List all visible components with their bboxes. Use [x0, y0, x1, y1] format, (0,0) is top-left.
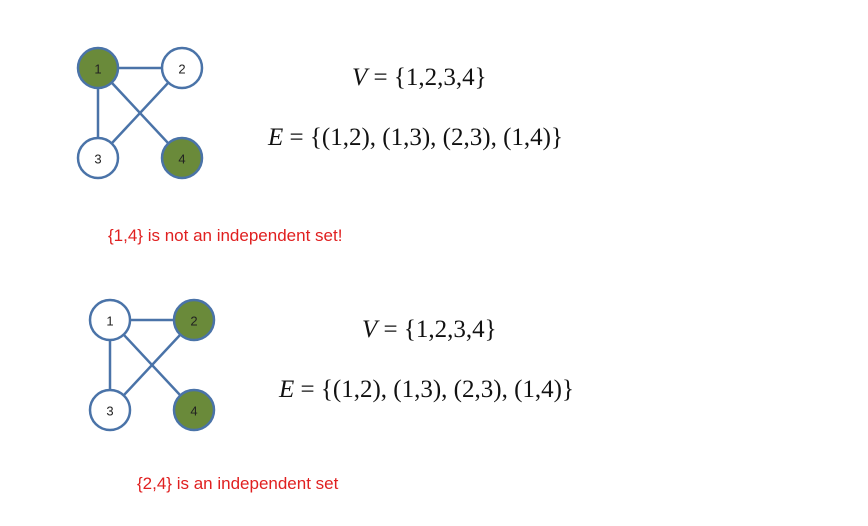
edge-set-values: = {(1,2), (1,3), (2,3), (1,4)} [294, 376, 574, 403]
node-3 [78, 138, 118, 178]
node-4-label: 4 [178, 151, 186, 167]
node-4 [174, 390, 214, 430]
edge-set-symbol: E [279, 376, 295, 403]
node-1-label: 1 [94, 61, 102, 77]
graph-panel-2 [0, 250, 868, 513]
edge-set-symbol: E [268, 124, 284, 151]
vertex-set-values: = {1,2,3,4} [377, 316, 497, 343]
node-1-label: 1 [106, 313, 114, 329]
vertex-set-symbol: V [362, 316, 378, 343]
graph-diagram-2 [82, 292, 232, 442]
node-4 [162, 138, 202, 178]
node-2 [174, 300, 214, 340]
node-3 [90, 390, 130, 430]
node-2-label: 2 [178, 61, 186, 77]
node-3-label: 3 [106, 403, 114, 419]
independent-set-caption: {2,4} is an independent set [137, 474, 339, 493]
edge-set-formula [279, 376, 574, 404]
vertex-set-symbol: V [352, 64, 368, 91]
node-3-label: 3 [94, 151, 102, 167]
node-1 [90, 300, 130, 340]
node-2-label: 2 [190, 313, 198, 329]
node-1 [78, 48, 118, 88]
node-2 [162, 48, 202, 88]
node-4-label: 4 [190, 403, 198, 419]
edge-set-values: = {(1,2), (1,3), (2,3), (1,4)} [283, 124, 563, 151]
vertex-set-formula [352, 64, 487, 92]
edge-set-formula [268, 124, 563, 152]
graph-diagram-1 [70, 40, 220, 190]
vertex-set-formula [362, 316, 497, 344]
independent-set-caption: {1,4} is not an independent set! [108, 226, 343, 245]
vertex-set-values: = {1,2,3,4} [367, 64, 487, 91]
